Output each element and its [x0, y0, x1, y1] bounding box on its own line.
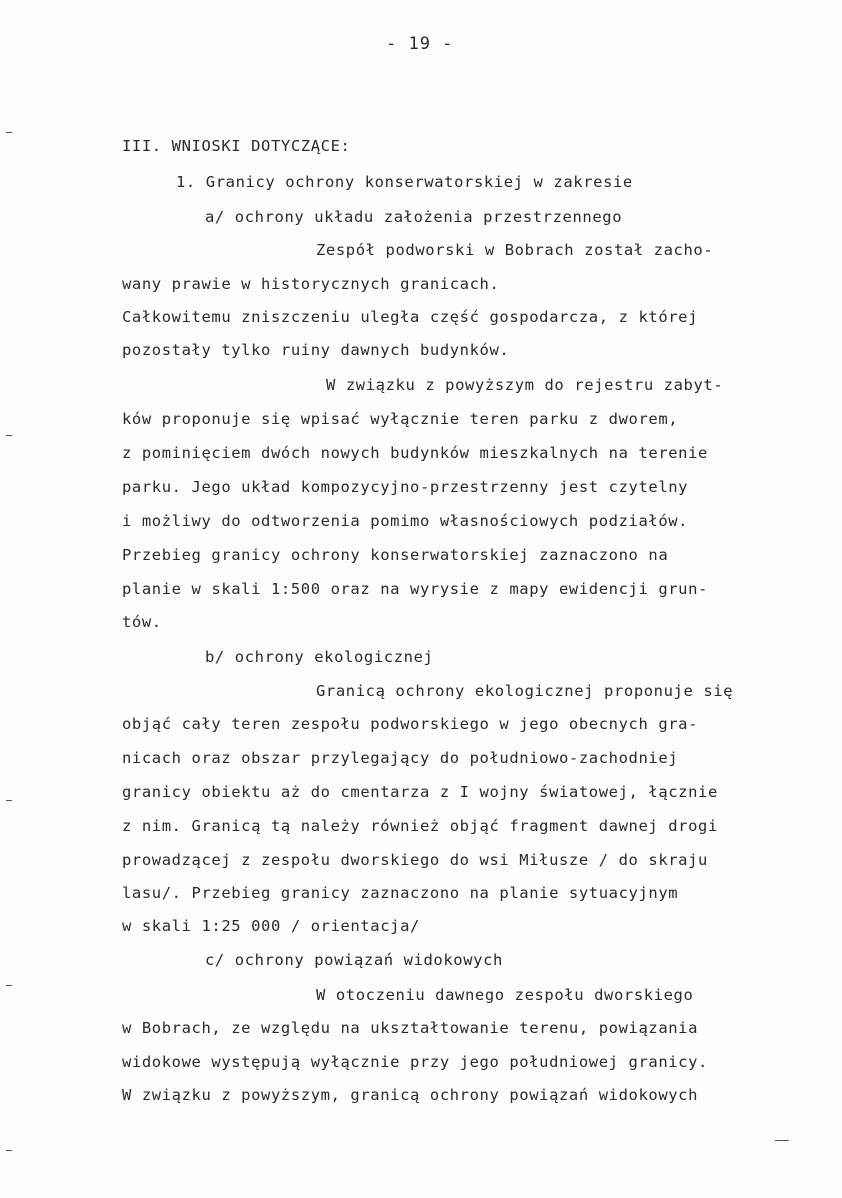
sub-b-line: z nim. Granicą tą należy również objąć fragment dawnej drogi [122, 817, 718, 835]
sub-b-line: Granicą ochrony ekologicznej proponuje się [316, 682, 734, 700]
sub-a-line: planie w skali 1:500 oraz na wyrysie z mapy ewidencji grun- [122, 580, 708, 598]
scan-edge-mark [6, 1150, 12, 1151]
sub-a-line: wany prawie w historycznych granicach. [122, 275, 500, 293]
sub-a-line: Przebieg granicy ochrony konserwatorskiej zaznaczono na [122, 546, 669, 564]
sub-a-line: i możliwy do odtworzenia pomimo własnościowych podziałów. [122, 512, 689, 530]
sub-b-heading: b/ ochrony ekologicznej [205, 648, 434, 666]
sub-b-line: lasu/. Przebieg granicy zaznaczono na planie sytuacyjnym [122, 884, 679, 902]
sub-c-line: W związku z powyższym, granicą ochrony powiązań widokowych [122, 1086, 699, 1104]
page-number: - 19 - [386, 34, 454, 54]
scan-edge-mark [6, 435, 12, 436]
sub-a-line: parku. Jego układ kompozycyjno-przestrzenny jest czytelny [122, 478, 689, 496]
sub-a-line: W związku z powyższym do rejestru zabyt- [326, 376, 724, 394]
section-heading: III. WNIOSKI DOTYCZĄCE: [122, 137, 351, 155]
sub-b-line: w skali 1:25 000 / orientacja/ [122, 917, 420, 935]
sub-b-line: objąć cały teren zespołu podworskiego w jego obecnych gra- [122, 715, 699, 733]
sub-b-line: granicy obiektu aż do cmentarza z I wojny światowej, łącznie [122, 783, 718, 801]
scan-edge-mark [6, 800, 12, 801]
sub-b-line: nicach oraz obszar przylegający do południowo-zachodniej [122, 749, 679, 767]
sub-c-line: w Bobrach, ze względu na ukształtowanie terenu, powiązania [122, 1019, 699, 1037]
sub-a-line: z pominięciem dwóch nowych budynków mieszkalnych na terenie [122, 444, 708, 462]
scan-edge-mark [6, 985, 12, 986]
sub-c-line: widokowe występują wyłącznie przy jego południowej granicy. [122, 1053, 708, 1071]
sub-a-line: ków proponuje się wpisać wyłącznie teren parku z dworem, [122, 410, 679, 428]
item-1-heading: 1. Granicy ochrony konserwatorskiej w zakresie [176, 173, 633, 191]
scan-edge-mark [6, 132, 12, 133]
sub-a-heading: a/ ochrony układu założenia przestrzennego [205, 208, 623, 226]
sub-a-line: Zespół podworski w Bobrach został zacho- [316, 241, 714, 259]
sub-c-line: W otoczeniu dawnego zespołu dworskiego [316, 986, 694, 1004]
sub-a-line: tów. [122, 613, 162, 631]
sub-c-heading: c/ ochrony powiązań widokowych [205, 951, 503, 969]
sub-b-line: prowadzącej z zespołu dworskiego do wsi Miłusze / do skraju [122, 851, 708, 869]
sub-a-line: Całkowitemu zniszczeniu uległa część gospodarcza, z której [122, 308, 699, 326]
sub-a-line: pozostały tylko ruiny dawnych budynków. [122, 341, 510, 359]
scan-edge-mark [775, 1140, 789, 1141]
